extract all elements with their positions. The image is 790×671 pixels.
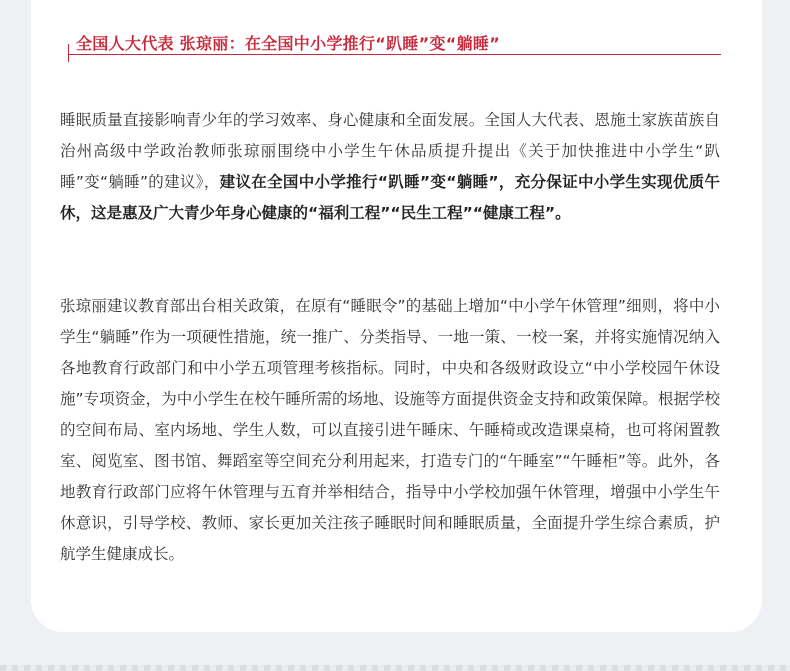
paragraph-1-text: 睡眠质量直接影响青少年的学习效率、身心健康和全面发展。全国人大代表、恩施土家族苗族自治州高级中学政治教师张琼丽围绕中小学生午休品质提升提出《关于加快推进中小学生“趴睡”变“躺睡”的建议》， [60,111,720,191]
article-title: 全国人大代表 张琼丽：在全国中小学推行“趴睡”变“躺睡” [76,34,501,53]
title-underline [68,54,721,55]
page-bottom-strip [0,665,790,671]
title-vertical-rule [68,44,69,62]
section-header [68,31,721,61]
paragraph-2: 张琼丽建议教育部出台相关政策，在原有“睡眠令”的基础上增加“中小学午休管理”细则，将中小学生“躺睡”作为一项硬性措施，统一推广、分类指导、一地一策、一校一案，并将实施情况纳入各地教育行政部门和中小学五项管理考核指标。同时，中央和各级财政设立“中小学校园午休设施”专项资金，为中小学生在校午睡所需的场地、设施等方面提供资金支持和政策保障。根据学校的空间布局、室内场地、学生人数，可以直接引进午睡床、午睡椅或改造课桌椅，也可将闲置教室、阅览室、图书馆、舞蹈室等空间充分利用起来，打造专门的“午睡室”“午睡柜”等。此外，各地教育行政部门应将午休管理与五育并举相结合，指导中小学校加强午休管理，增强中小学生午休意识，引导学校、教师、家长更加关注孩子睡眠时间和睡眠质量，全面提升学生综合素质，护航学生健康成长。 [60,297,720,563]
paragraph-1 [60,105,720,229]
paragraph-1-emphasis: 建议在全国中小学推行“趴睡”变“躺睡”，充分保证中小学生实现优质午休，这是惠及广大青少年身心健康的“福利工程”“民生工程”“健康工程”。 [60,173,720,222]
